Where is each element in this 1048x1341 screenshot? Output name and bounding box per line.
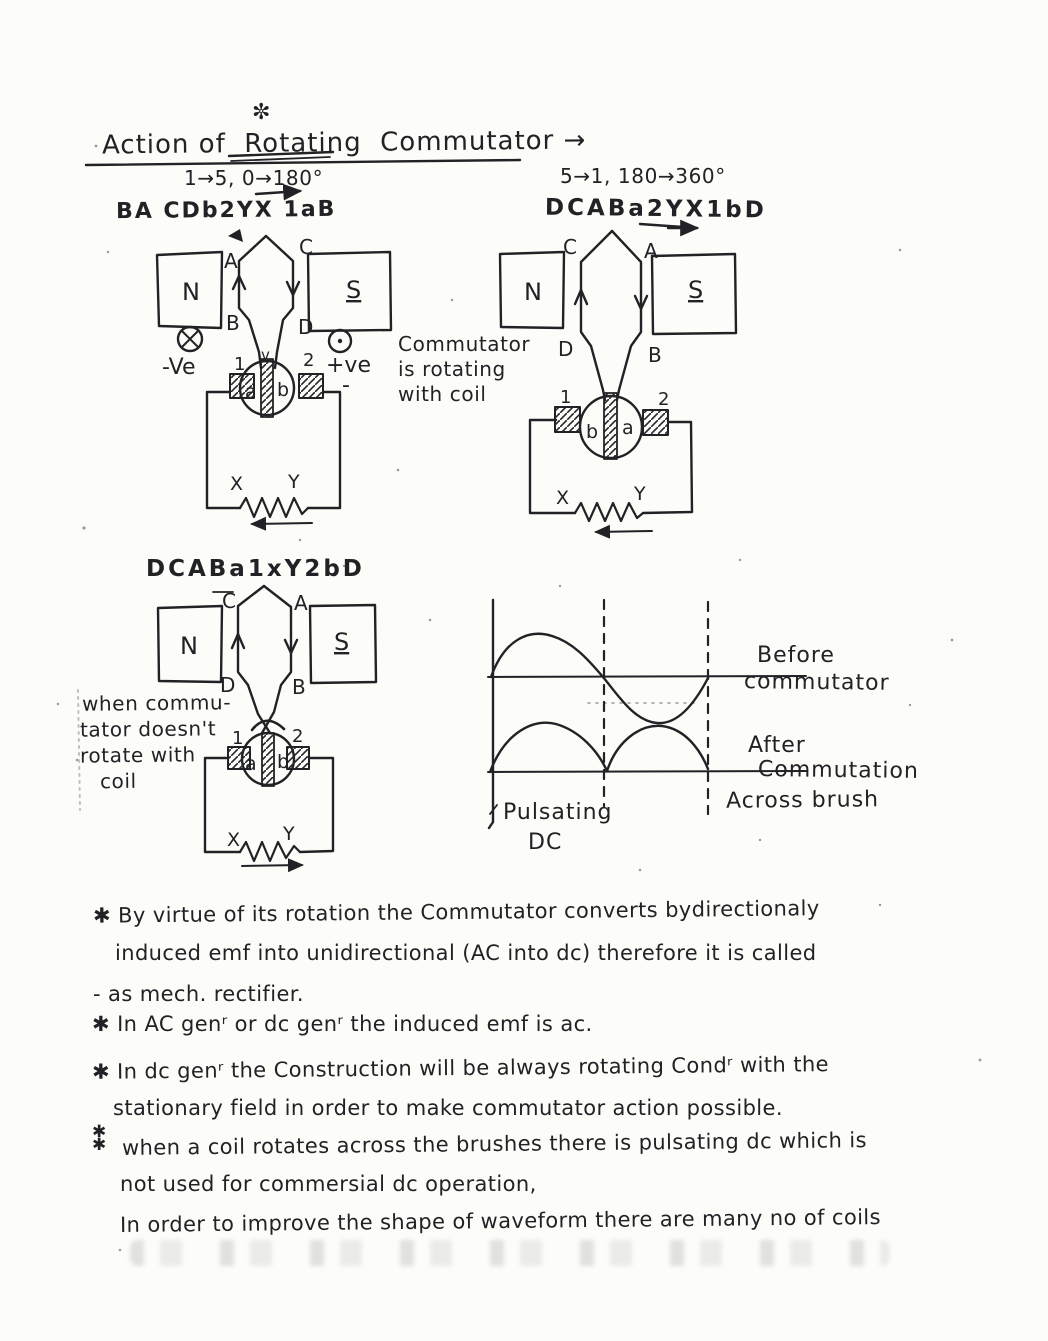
minus-mark: - — [342, 373, 350, 398]
commutator-gap — [604, 393, 617, 459]
waveform-before-label1: Before — [757, 643, 835, 668]
note-static-line2: tator doesn't — [79, 716, 217, 742]
title-part1: Action of — [101, 129, 226, 161]
coil-right-side — [266, 236, 293, 368]
terminal-y-label: Y — [288, 471, 300, 493]
right-angle-range: 5→1, 180→360° — [560, 164, 726, 188]
brush1-number: 1 — [232, 728, 244, 749]
waveform-before-label2: commutator — [743, 669, 890, 696]
coil-corner-br: B — [648, 343, 662, 367]
paragraph3-line2: stationary field in order to make commutator action possible. — [113, 1096, 783, 1120]
coil-right-side — [262, 586, 291, 733]
brush1-number: 1 — [234, 354, 246, 375]
coil-corner-bl: B — [226, 311, 240, 335]
coil-center-v: v — [261, 346, 270, 364]
terminal-x-label: X — [556, 487, 570, 509]
waveform-across-label: Across brush — [725, 787, 880, 814]
note-static-line4: coil — [99, 768, 137, 794]
load-resistor — [575, 503, 643, 521]
coil-corner-tl: C — [222, 589, 236, 613]
left-sequence-code: BA CDb2YX 1aB — [115, 196, 337, 225]
magnet-s-label: S — [346, 276, 362, 304]
segment-a-label: a — [245, 753, 257, 775]
paragraph1-line3: - as mech. rectifier. — [93, 982, 304, 1006]
right-sequence-code: DCABa2YX1bD — [544, 194, 767, 224]
paragraph1-line2: induced emf into unidirectional (AC into dc) therefore it is called — [115, 941, 817, 965]
left-angle-range: 1→5, 0→180° — [184, 166, 324, 190]
coil-corner-br: D — [298, 315, 314, 339]
magnet-s-label: S — [688, 276, 704, 304]
cross-current-symbol — [178, 327, 202, 351]
terminal-x-label: X — [230, 473, 244, 495]
terminal-x-label: X — [227, 829, 241, 851]
coil-corner-tr: A — [644, 239, 658, 263]
coil-corner-bl: D — [558, 337, 574, 361]
note-rotating-line3: with coil — [398, 382, 487, 406]
seq1-arrow — [256, 191, 300, 194]
paragraph4-line1: when a coil rotates across the brushes there is pulsating dc which is — [121, 1128, 867, 1160]
current-direction-arrow-left — [596, 531, 652, 532]
positive-terminal-label: +ve — [326, 353, 371, 378]
note-static-line1: when commu- — [81, 690, 232, 716]
brush2-number: 2 — [658, 389, 670, 410]
coil-corner-br: B — [292, 675, 306, 699]
negative-terminal-label: -Ve — [162, 355, 196, 380]
paragraph4-line2: not used for commersial dc operation, — [120, 1172, 537, 1196]
ink-scribble — [228, 229, 243, 242]
current-direction-arrow-left — [252, 523, 312, 524]
brush2-number: 2 — [292, 726, 304, 747]
paragraph4-stars: ✱✱ — [92, 1122, 107, 1155]
title-part3: Commutator → — [380, 125, 587, 158]
load-resistor — [240, 498, 308, 517]
waveform-y-axis — [489, 600, 493, 828]
waveform-after-label1: After — [748, 733, 806, 758]
bottom-sequence-code: DCABa1xY2bD — [146, 556, 365, 582]
magnet-s-label: S — [334, 628, 350, 656]
paragraph4-line3: In order to improve the shape of waveform there are many no of coils — [119, 1205, 882, 1237]
coil-right-side — [612, 231, 641, 400]
brush-left — [555, 407, 580, 432]
magnet-n-label: N — [524, 278, 542, 306]
waveform-pulsating-label: Pulsating — [503, 800, 613, 825]
segment-a-label: a — [622, 417, 634, 439]
brush-right — [299, 374, 323, 398]
note-rotating-line2: is rotating — [398, 357, 506, 381]
brush-right — [643, 410, 668, 435]
coil-corner-tl: A — [224, 249, 238, 273]
scan-smudge — [130, 1240, 890, 1266]
brush2-number: 2 — [303, 350, 315, 371]
circuit-wire-right — [300, 758, 333, 852]
paragraph2-line1: ✱ In AC genʳ or dc genʳ the induced emf is ac. — [92, 1012, 593, 1036]
commutator-gap — [262, 733, 274, 786]
terminal-y-label: Y — [283, 823, 295, 845]
dot-current-symbol — [329, 330, 351, 352]
note-static-line3: rotate with — [79, 742, 196, 768]
segment-a-label: a — [245, 381, 257, 403]
coil-corner-tr: C — [299, 235, 313, 259]
title-part2: Rotating — [244, 127, 362, 160]
magnet-n-label: N — [180, 632, 198, 660]
coil-left-side — [238, 586, 270, 733]
page-title — [102, 125, 587, 160]
commutator-gap — [261, 359, 273, 417]
segment-b-label: b — [277, 379, 290, 401]
segment-b-label: b — [586, 421, 599, 443]
waveform-dc-label: DC — [528, 830, 563, 855]
paragraph3-line1: ✱ In dc genʳ the Construction will be always rotating Condʳ with the — [91, 1052, 830, 1084]
title-star: ✼ — [252, 100, 271, 125]
sine-wave — [491, 634, 708, 723]
brush-right — [287, 747, 309, 769]
brush1-number: 1 — [560, 387, 572, 408]
seq2-underline-arrow — [640, 224, 697, 228]
rectified-wave — [490, 723, 708, 772]
coil-corner-tl: C — [563, 235, 577, 259]
current-direction-arrow-right — [242, 865, 302, 866]
magnet-n-label: N — [182, 278, 200, 306]
paragraph1-line1: ✱ By virtue of its rotation the Commutator converts bydirectionaly — [92, 896, 820, 928]
segment-b-label: b — [277, 751, 290, 773]
coil-corner-tr: A — [294, 591, 308, 615]
terminal-y-label: Y — [634, 483, 646, 505]
waveform-after-label2: Commutation — [757, 757, 920, 784]
coil-corner-bl: D — [220, 673, 236, 697]
note-rotating-line1: Commutator — [398, 332, 531, 356]
circuit-wire-right — [308, 392, 340, 508]
coil-left-side — [581, 231, 612, 400]
